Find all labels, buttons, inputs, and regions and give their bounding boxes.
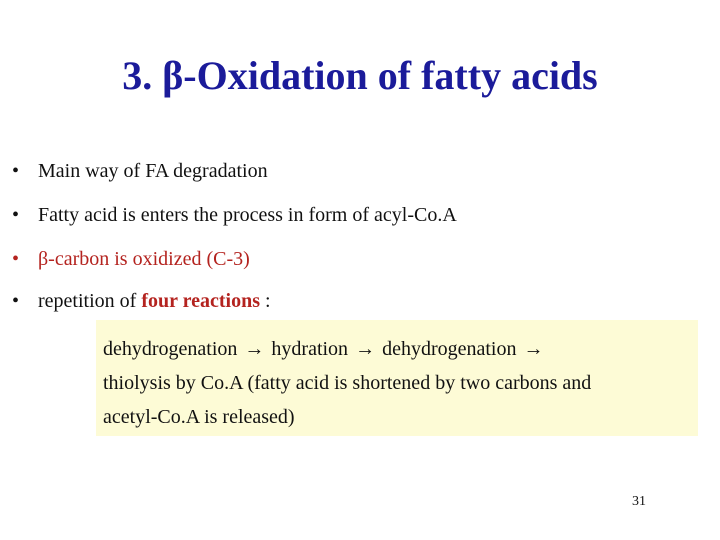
- highlight-text: four reactions: [141, 290, 261, 312]
- right-arrow-icon: →: [523, 338, 544, 360]
- bullet-item: [12, 246, 250, 272]
- bullet-icon: •: [12, 204, 20, 226]
- bullet-text-suffix: :: [260, 290, 271, 312]
- bullet-text: β-carbon is oxidized (C-3): [38, 248, 250, 270]
- bullet-icon: •: [12, 160, 20, 182]
- reaction-sequence-box: [96, 320, 698, 436]
- reaction-step: dehydrogenation: [103, 338, 238, 360]
- bullet-text-prefix: repetition of: [38, 290, 142, 312]
- bullet-text: Main way of FA degradation: [38, 160, 268, 182]
- reaction-line-2: thiolysis by Co.A (fatty acid is shortened by two carbons and: [103, 372, 592, 394]
- bullet-text: Fatty acid is enters the process in form of acyl-Co.A: [38, 204, 457, 226]
- slide-title: 3. β-Oxidation of fatty acids: [122, 53, 598, 98]
- reaction-step: dehydrogenation: [382, 338, 517, 360]
- page-number: 31: [632, 494, 646, 509]
- right-arrow-icon: →: [355, 338, 376, 360]
- bullet-item: [12, 158, 268, 184]
- bullet-icon: •: [12, 290, 20, 312]
- bullet-item: [12, 288, 271, 314]
- reaction-line-1: [103, 332, 698, 366]
- bullet-item: [12, 202, 457, 228]
- right-arrow-icon: →: [244, 338, 265, 360]
- bullet-icon: •: [12, 248, 20, 270]
- reaction-step: hydration: [271, 338, 349, 360]
- reaction-line-3: acetyl-Co.A is released): [103, 406, 295, 428]
